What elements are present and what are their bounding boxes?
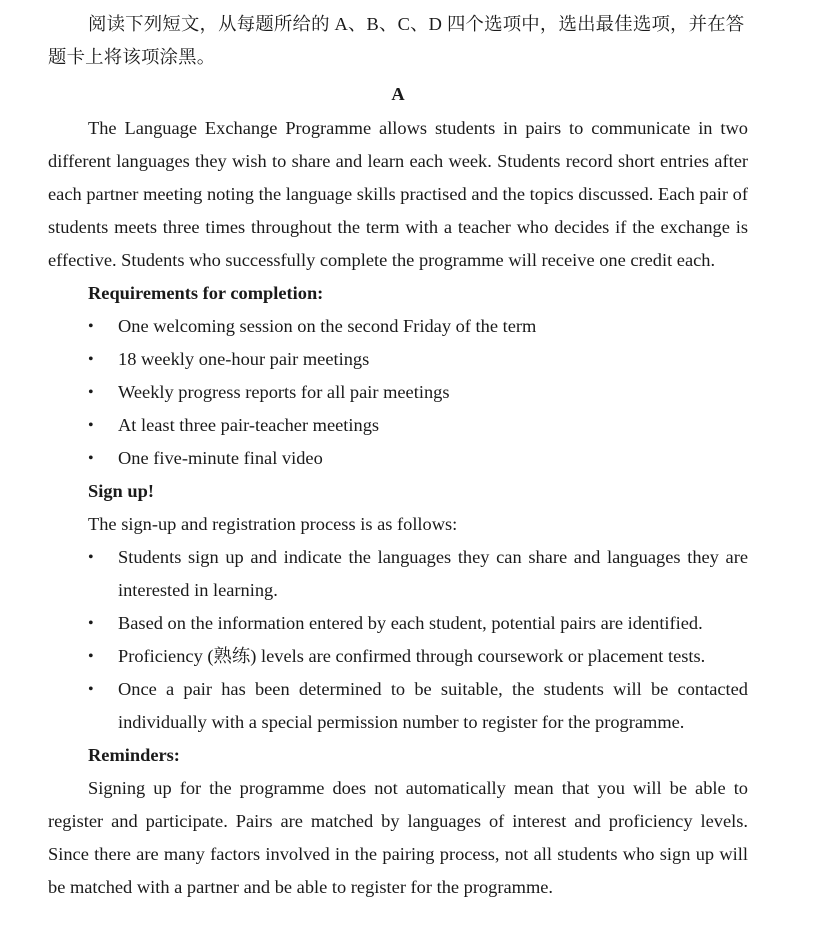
bullet-icon: • [88,648,94,665]
list-item: • At least three pair-teacher meetings [88,409,748,442]
reminders-paragraph: Signing up for the programme does not automatically mean that you will be able to register and participate. Pairs are matched by languages of interest and proficiency levels. Since there are many factors involved in the pairing process, not all students who sign up will be matched with a partner and be able to register for the programme. [48,778,748,897]
requirements-list [48,310,748,475]
bullet-icon: • [88,615,94,632]
bullet-icon: • [88,351,94,368]
reminders-heading: Reminders: [88,745,180,765]
signup-heading: Sign up! [88,481,154,501]
instructions-text: 阅读下列短文，从每题所给的 A、B、C、D 四个选项中，选出最佳选项，并在答题卡上将该项涂黑。 [48,14,745,67]
bullet-icon: • [88,318,94,335]
bullet-icon: • [88,549,94,566]
signup-list [48,541,748,739]
list-item: • Proficiency (熟练) levels are confirmed through coursework or placement tests. [88,640,748,673]
section-label: A [391,84,405,104]
list-item: • Based on the information entered by each student, potential pairs are identified. [88,607,748,640]
signup-lead: The sign-up and registration process is as follows: [88,514,458,534]
bullet-icon: • [88,417,94,434]
list-item: • Weekly progress reports for all pair meetings [88,376,748,409]
bullet-icon: • [88,450,94,467]
bullet-icon: • [88,681,94,698]
list-item: • Once a pair has been determined to be suitable, the students will be contacted individually with a special permission number to register for the programme. [88,673,748,739]
list-item: • One five-minute final video [88,442,748,475]
bullet-icon: • [88,384,94,401]
list-item: • Students sign up and indicate the languages they can share and languages they are interested in learning. [88,541,748,607]
requirements-heading: Requirements for completion: [88,283,324,303]
list-item: • 18 weekly one-hour pair meetings [88,343,748,376]
list-item: • One welcoming session on the second Friday of the term [88,310,748,343]
intro-paragraph: The Language Exchange Programme allows students in pairs to communicate in two different languages they wish to share and learn each week. Students record short entries after each partner meeting noting the language skills practised and the topics discussed. Each pair of students meets three times throughout the term with a teacher who decides if the exchange is effective. Students who successfully complete the programme will receive one credit each. [48,118,748,270]
